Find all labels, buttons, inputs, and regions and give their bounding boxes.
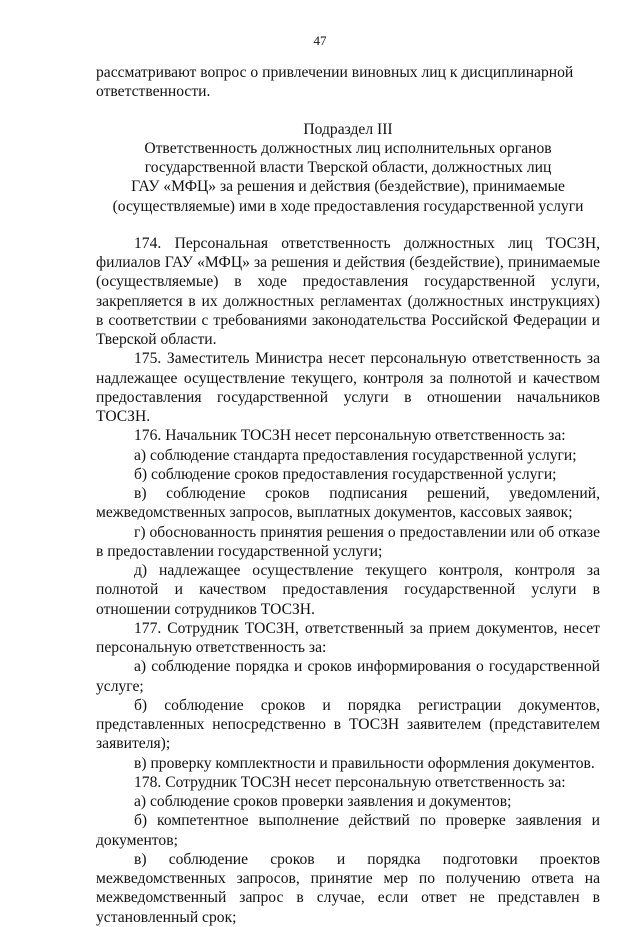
list-item-178-b: б) компетентное выполнение действий по проверке заявления и документов; [96,812,600,849]
page-number: 47 [313,33,327,48]
subsection-title-line-4: (осуществляемые) ими в ходе предоставления государственной услуги [112,197,584,215]
list-item-177-v: в) проверку комплектности и правильности оформления документов. [134,754,595,772]
list-item-178-a: а) соблюдение сроков проверки заявления и документов; [134,793,512,810]
paragraph-174: 174. Персональная ответственность должностных лиц ТОСЗН, филиалов ГАУ «МФЦ» за решения и действия (бездействие), принимаемые (осуществляемые) в ходе предоставления государственной услуги, закрепляется в их должностных регламентах (должностных инструкциях) в соответствии с требованиями законодательства Российской Федерации и Тверской области. [96,234,600,348]
document-body [96,63,600,927]
paragraph-176: 176. Начальник ТОСЗН несет персональную ответственность за: [134,427,566,445]
list-item-178-v: в) соблюдение сроков и порядка подготовки проектов межведомственных запросов, принятие мер по получению ответа на межведомственный запрос в случае, если ответ не представлен в установленный срок; [96,850,600,926]
paragraph-177: 177. Сотрудник ТОСЗН, ответственный за прием документов, несет персональную ответственность за: [96,619,600,656]
list-item-177-b: б) соблюдение сроков и порядка регистрации документов, представленных непосредственно в ТОСЗН заявителем (представителем заявителя); [96,696,600,753]
subsection-label: Подраздел III [303,120,393,138]
subsection-heading [96,120,600,216]
intro-paragraph: рассматривают вопрос о привлечении виновных лиц к дисциплинарной ответственности. [96,64,574,101]
list-item-177-a: а) соблюдение порядка и сроков информирования о государственной услуге; [96,658,600,695]
paragraph-178: 178. Сотрудник ТОСЗН несет персональную ответственность за: [134,773,566,791]
list-item-176-g: г) обоснованность принятия решения о предоставлении или об отказе в предоставлении государственной услуги; [96,523,600,560]
subsection-title-line-2: государственной власти Тверской области, должностных лиц [144,159,552,176]
subsection-title-line-1: Ответственность должностных лиц исполнительных органов [144,139,552,157]
list-item-176-a: а) соблюдение стандарта предоставления государственной услуги; [134,446,577,464]
list-item-176-d: д) надлежащее осуществление текущего контроля, контроля за полнотой и качеством предоставления государственной услуги в отношении сотрудников ТОСЗН. [96,562,600,618]
list-item-176-b: б) соблюдение сроков предоставления государственной услуги; [134,465,557,483]
list-item-176-v: в) соблюдение сроков подписания решений, уведомлений, межведомственных запросов, выплатных документов, кассовых заявок; [96,485,600,522]
subsection-title-line-3: ГАУ «МФЦ» за решения и действия (бездействие), принимаемые [131,178,565,196]
paragraph-175: 175. Заместитель Министра несет персональную ответственность за надлежащее осуществление текущего, контроля за полнотой и качеством предоставления государственной услуги в отношении начальников ТОСЗН. [96,350,600,425]
